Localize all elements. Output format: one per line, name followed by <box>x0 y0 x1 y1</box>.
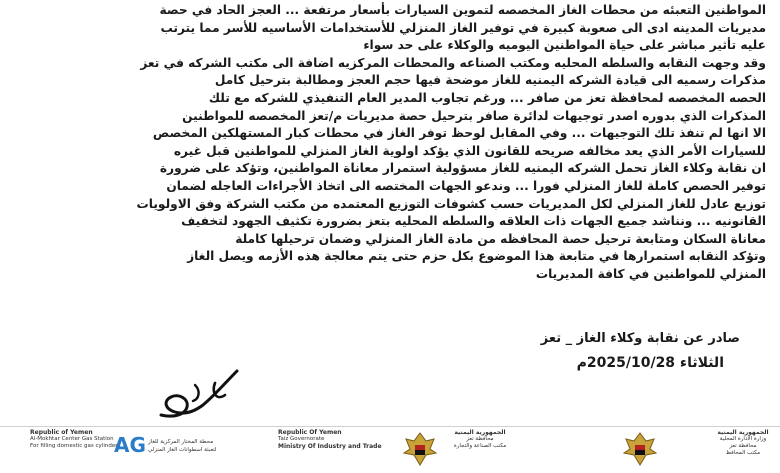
footer-logo-strip <box>0 426 780 471</box>
letter-line: الحصه المخصصه لمحافظة تعز من صافر ... ورغم تجاوب المدير العام التنفيذي للشركه مع تلك <box>208 90 766 105</box>
letter-line: ان نقابة وكلاء الغاز تحمل الشركه اليمنيه للغاز مسؤولية استمرار معاناة المواطنين، وتؤكد على ضرورة <box>159 161 766 176</box>
issuer-label: صادر عن نقابة وكلاء الغاز _ تعز <box>540 331 740 346</box>
logo-taiz-governorate: الجمهورية اليمنية وزارة الادارة المحلية محافظة تعز مكتب المحافظ <box>717 429 769 456</box>
letter-line: معاناة السكان ومتابعة ترحيل حصة المحافظه من مادة الغاز المنزلي وضمان ترحيلها كاملة <box>235 231 766 246</box>
signature-block <box>541 330 740 372</box>
ag-logo-mark: AG <box>114 433 146 457</box>
letter-body <box>18 2 766 284</box>
letter-line: المذكرات الذي بدوره اصدر توجيهات لدائرة صافر بترحيل حصة مديريات م/تعز المخصصه للمواطنين <box>182 108 766 123</box>
letter-line: مذكرات رسميه الى قيادة الشركه اليمنيه للغاز موضحة فيها حجم العجز ومطالبة بترحيل كامل <box>214 73 766 88</box>
logo-ag-gas-station: AG محطة المختار المركزية للغاز لتعبئة اسطوانات الغاز المنزلي <box>114 433 217 457</box>
logo-local-authority: الجمهورية اليمنية محافظة تعز مكتب الصناعة والتجارة <box>453 429 507 449</box>
letter-line: توزيع عادل للغاز المنزلي لكل المديريات حسب كشوفات التوزيع المعتمده من مكتب الشركة وفق الاولويات <box>136 196 766 211</box>
handwritten-signature <box>145 365 245 420</box>
letter-line: عليه تأثير مباشر على حياة المواطنين اليوميه والوكلاء على حد سواء <box>363 38 766 53</box>
issue-date: الثلاثاء 2025/10/28م <box>576 355 724 371</box>
letter-line: القانونيه ... ونناشد جميع الجهات ذات العلاقه والسلطه المحليه بتعز بضرورة تكثيف الجهود لتخفيف <box>181 214 766 229</box>
letter-line: توفير الحصص كاملة للغاز المنزلي فورا ... وندعو الجهات المختصه الى اتخاذ الأجراءات العاجله لضمان <box>166 178 766 193</box>
letter-line: للسيارات الأمر الذي يعد مخالفه صريحه للقانون الذي يؤكد اولوية الغاز المنزلي للمواطنين قبل غيره <box>173 143 766 158</box>
logo-ministry-industry-trade: Republic Of Yemen Taiz Governorate Ministry Of Industry and Trade <box>278 429 382 450</box>
letter-line: المنزلي للمواطنين في كافة المديريات <box>535 266 766 281</box>
logo-republic-of-yemen: Republic of Yemen Al-Mokhtar Center Gas Station For filling domestic gas cylinders <box>30 429 121 449</box>
eagle-emblem-icon <box>400 429 440 469</box>
letter-line: الا انها لم تنفذ تلك التوجيهات ... وفي المقابل لوحظ توفر الغاز في محطات كبار المستهلكين المخصص <box>152 126 766 141</box>
letter-line: وتؤكد النقابه استمرارها في متابعة هذا الموضوع بكل حزم حتى يتم معالجة هذه الأزمه ويصل الغاز <box>187 249 766 264</box>
letter-line: وقد وجهت النقابه والسلطه المحليه ومكتب الصناعه والمحطات المركزيه اضافة الى مكتب الشركه في تعز <box>140 55 766 70</box>
letter-line: مديريات المدينه ادى الى صعوبة كبيرة في توفير الغاز المنزلي للأستخدامات الأساسيه للأسر مما يترتب <box>160 20 766 35</box>
letter-line: المواطنين التعبئه من محطات الغاز المخصصه لتموين السيارات بأسعار مرتفعة ... العجز الحاد في حصة <box>159 3 766 17</box>
eagle-emblem-icon <box>620 429 660 469</box>
